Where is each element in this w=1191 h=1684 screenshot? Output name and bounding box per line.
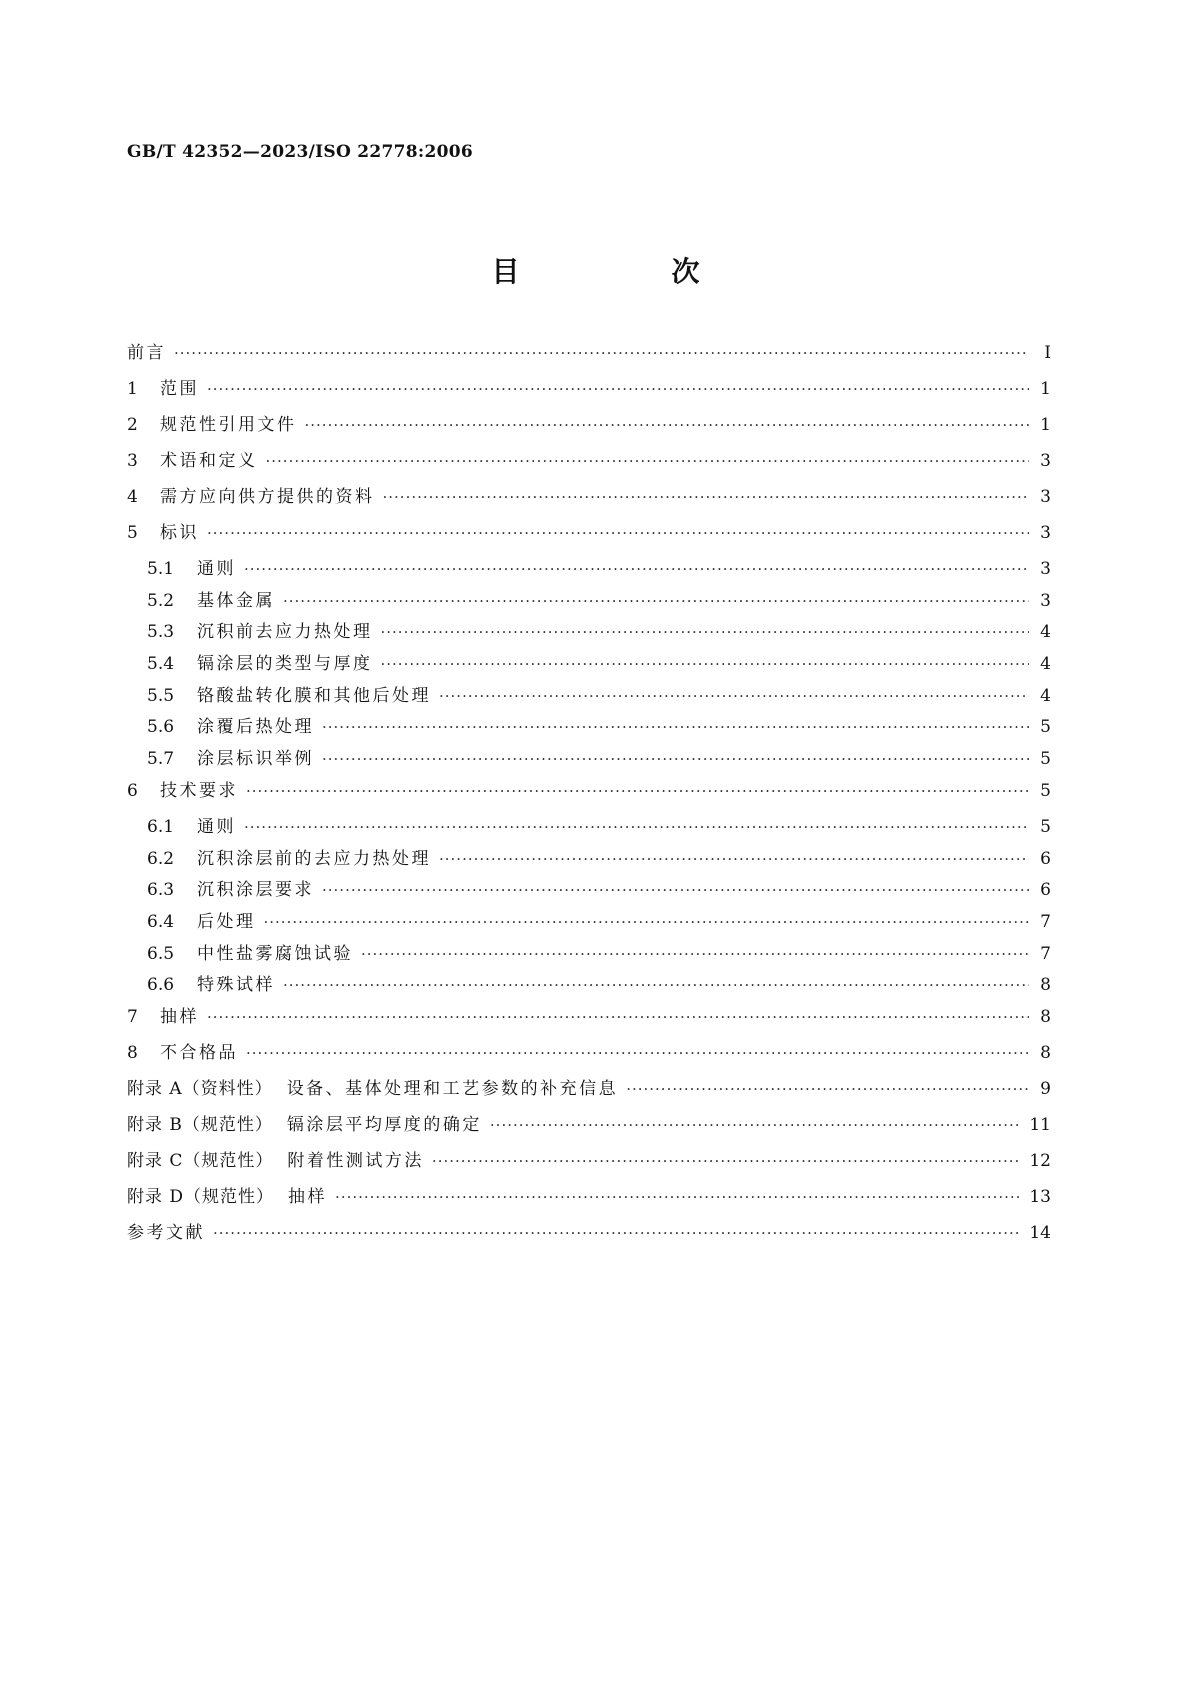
toc-entry[interactable]: [127, 939, 1051, 971]
toc-entry-number: 5.2: [147, 590, 175, 611]
toc-entry-title: 不合格品: [160, 1042, 238, 1063]
toc-page-number: 5: [1040, 816, 1051, 837]
toc-dot-leader: [322, 718, 1029, 736]
toc-dot-leader: [244, 818, 1029, 836]
toc-entry-title: 抽样: [160, 1006, 199, 1027]
toc-page-number: 9: [1040, 1078, 1051, 1099]
toc-page-number: 3: [1040, 523, 1051, 543]
toc-entry[interactable]: [127, 970, 1051, 1002]
toc-entry-title: 涂覆后热处理: [197, 717, 314, 738]
toc-page-number: 7: [1040, 911, 1051, 932]
toc-dot-leader: [322, 881, 1029, 899]
toc-entry-title: 抽样: [288, 1186, 328, 1207]
toc-entry-number: 6.3: [147, 880, 175, 901]
toc-dot-leader: [207, 380, 1029, 398]
toc-entry-title: 标识: [160, 523, 199, 543]
toc-page-number: 4: [1040, 685, 1051, 706]
toc-annex-tag: 附录 A（资料性）: [127, 1078, 273, 1099]
toc-page-number: 8: [1040, 975, 1051, 996]
toc-entry[interactable]: [127, 1182, 1051, 1218]
toc-entry[interactable]: [127, 1038, 1051, 1074]
toc-page-number: 5: [1040, 780, 1051, 801]
toc-entry-title: 技术要求: [160, 780, 238, 801]
toc-page-number: 3: [1040, 451, 1051, 471]
toc-dot-leader: [381, 623, 1030, 641]
toc-dot-leader: [266, 452, 1030, 470]
toc-entry-number: 5.7: [147, 749, 175, 770]
toc-entry-title: 后处理: [197, 911, 256, 932]
toc-dot-leader: [439, 687, 1029, 705]
toc-page-number: 12: [1029, 1150, 1051, 1171]
toc-entry[interactable]: [127, 681, 1051, 713]
toc-page-number: 1: [1040, 415, 1051, 435]
toc-dot-leader: [432, 1152, 1021, 1170]
toc-entry-title: 规范性引用文件: [160, 415, 297, 435]
toc-entry-title: 前言: [127, 343, 166, 363]
toc-entry-number: 2: [127, 415, 138, 435]
toc-entry-title: 镉涂层平均厚度的确定: [286, 1114, 482, 1135]
toc-dot-leader: [305, 416, 1030, 434]
toc-page-number: 4: [1040, 654, 1051, 675]
toc-entry[interactable]: [127, 875, 1051, 907]
toc-entry-title: 镉涂层的类型与厚度: [197, 654, 373, 675]
toc-dot-leader: [381, 655, 1030, 673]
toc-dot-leader: [335, 1188, 1021, 1206]
toc-entry-title: 通则: [197, 816, 236, 837]
toc-dot-leader: [383, 488, 1030, 506]
standard-code: GB/T 42352—2023/ISO 22778:2006: [127, 142, 474, 162]
toc-entry[interactable]: [127, 410, 1051, 446]
toc-dot-leader: [246, 1044, 1029, 1062]
toc-entry-title: 沉积涂层前的去应力热处理: [197, 848, 431, 869]
toc-entry-number: 6.2: [147, 848, 175, 869]
toc-annex-tag: 附录 B（规范性）: [127, 1114, 273, 1135]
toc-page-number: 8: [1040, 1042, 1051, 1063]
toc-entry-title: 涂层标识举例: [197, 749, 314, 770]
toc-entry-number: 6.6: [147, 975, 175, 996]
toc-dot-leader: [283, 592, 1029, 610]
toc-entry[interactable]: [127, 776, 1051, 812]
toc-entry-number: 6.4: [147, 911, 175, 932]
toc-page-number: 14: [1029, 1222, 1051, 1243]
toc-entry-number: 5.4: [147, 654, 175, 675]
toc-entry-title: 术语和定义: [160, 451, 258, 471]
toc-entry-number: 3: [127, 451, 138, 471]
toc-entry[interactable]: [127, 1110, 1051, 1146]
toc-page-number: 3: [1040, 487, 1051, 507]
toc-entry[interactable]: [127, 712, 1051, 744]
page-title: 目 次: [491, 255, 762, 288]
toc-entry[interactable]: [127, 554, 1051, 586]
toc-entry[interactable]: [127, 1146, 1051, 1182]
toc-entry[interactable]: [127, 844, 1051, 876]
toc-entry-title: 需方应向供方提供的资料: [160, 487, 375, 507]
toc-dot-leader: [264, 913, 1030, 931]
toc-entry[interactable]: [127, 482, 1051, 518]
toc-dot-leader: [439, 850, 1029, 868]
toc-dot-leader: [490, 1116, 1021, 1134]
toc-dot-leader: [213, 1224, 1021, 1242]
toc-entry[interactable]: [127, 907, 1051, 939]
toc-entry-title: 特殊试样: [197, 975, 275, 996]
toc-entry-number: 5.6: [147, 717, 175, 738]
toc-page-number: 11: [1029, 1114, 1051, 1135]
toc-page-number: 1: [1040, 379, 1051, 399]
toc-entry-number: 5: [127, 523, 138, 543]
toc-entry[interactable]: [127, 374, 1051, 410]
toc-page-number: 13: [1029, 1186, 1051, 1207]
toc-dot-leader: [174, 344, 1029, 362]
toc-entry-title: 参考文献: [127, 1222, 205, 1243]
toc-dot-leader: [246, 782, 1029, 800]
toc-dot-leader: [283, 976, 1029, 994]
toc-entry-title: 通则: [197, 559, 236, 579]
toc-page-number: Ⅰ: [1044, 343, 1051, 363]
toc-entry-title: 基体金属: [197, 590, 275, 611]
toc-dot-leader: [207, 1008, 1029, 1026]
toc-page-number: 7: [1040, 943, 1051, 964]
toc-entry[interactable]: [127, 1002, 1051, 1038]
toc-entry[interactable]: [127, 649, 1051, 681]
toc-entry[interactable]: [127, 518, 1051, 554]
toc-entry[interactable]: [127, 812, 1051, 844]
toc-entry[interactable]: [127, 744, 1051, 776]
toc-entry-title: 沉积涂层要求: [197, 880, 314, 901]
toc-dot-leader: [626, 1080, 1029, 1098]
toc-entry-title: 铬酸盐转化膜和其他后处理: [197, 685, 431, 706]
toc-entry-number: 5.3: [147, 622, 175, 643]
table-of-contents: [127, 338, 1051, 1254]
toc-entry[interactable]: [127, 586, 1051, 618]
toc-entry[interactable]: [127, 446, 1051, 482]
toc-entry-number: 8: [127, 1042, 138, 1063]
toc-entry-title: 沉积前去应力热处理: [197, 622, 373, 643]
toc-page-number: 3: [1040, 559, 1051, 579]
toc-entry[interactable]: [127, 617, 1051, 649]
toc-entry-title: 设备、基体处理和工艺参数的补充信息: [286, 1078, 619, 1099]
toc-page-number: 5: [1040, 749, 1051, 770]
toc-entry-number: 6.5: [147, 943, 175, 964]
toc-entry-number: 6: [127, 780, 138, 801]
toc-dot-leader: [244, 560, 1029, 578]
toc-entry-number: 1: [127, 379, 138, 399]
toc-page-number: 5: [1040, 717, 1051, 738]
toc-entry-number: 6.1: [147, 816, 175, 837]
toc-entry[interactable]: [127, 1074, 1051, 1110]
toc-page-number: 4: [1040, 622, 1051, 643]
toc-page-number: 3: [1040, 590, 1051, 611]
toc-entry[interactable]: [127, 338, 1051, 374]
toc-dot-leader: [361, 945, 1029, 963]
toc-annex-tag: 附录 C（规范性）: [127, 1150, 274, 1171]
toc-entry[interactable]: [127, 1218, 1051, 1254]
toc-entry-number: 5.5: [147, 685, 175, 706]
toc-dot-leader: [322, 750, 1029, 768]
toc-page-number: 6: [1040, 848, 1051, 869]
toc-entry-number: 4: [127, 487, 138, 507]
toc-page-number: 8: [1040, 1006, 1051, 1027]
toc-entry-number: 5.1: [147, 559, 175, 579]
toc-entry-number: 7: [127, 1006, 138, 1027]
toc-entry-title: 范围: [160, 379, 199, 399]
toc-page-number: 6: [1040, 880, 1051, 901]
toc-entry-title: 中性盐雾腐蚀试验: [197, 943, 353, 964]
toc-dot-leader: [207, 524, 1029, 542]
toc-annex-tag: 附录 D（规范性）: [127, 1186, 275, 1207]
toc-entry-title: 附着性测试方法: [287, 1150, 424, 1171]
